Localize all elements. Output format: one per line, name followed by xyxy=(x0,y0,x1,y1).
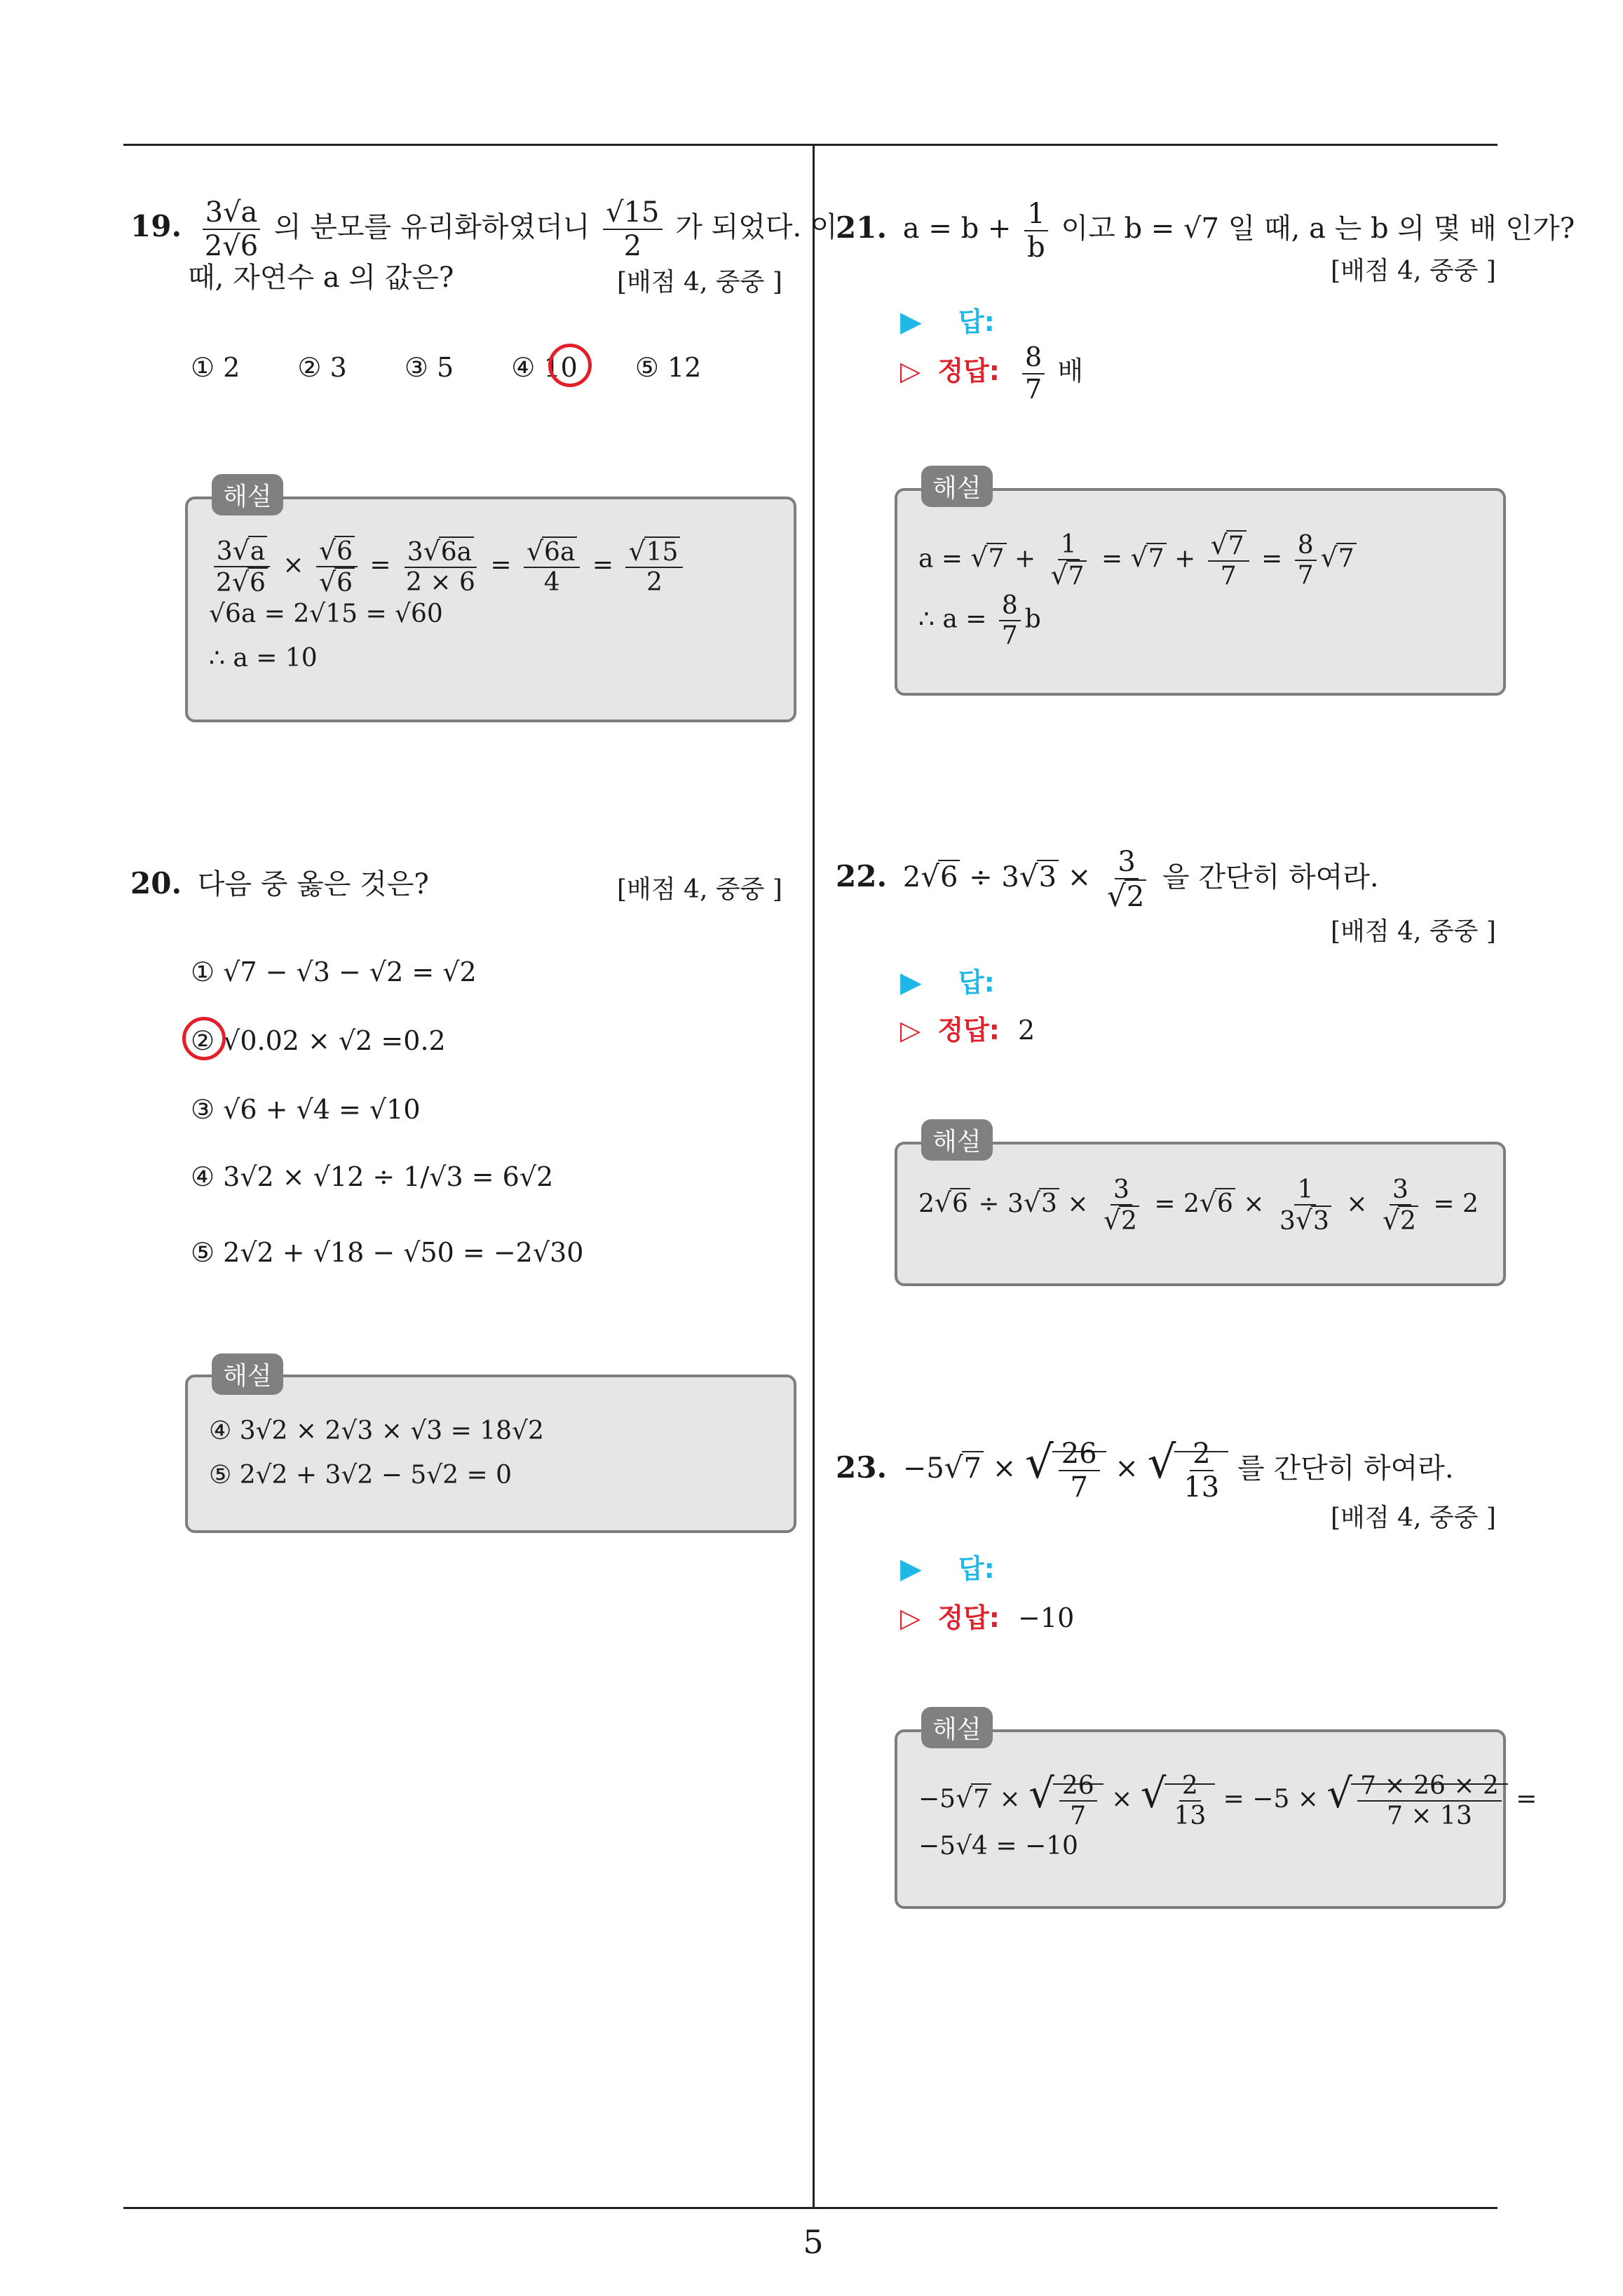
triangle-filled-icon: ▶ xyxy=(900,966,922,999)
choice-4[interactable]: ④ 10 xyxy=(511,352,578,383)
score-meta: [배점 4, 중중 ] xyxy=(1331,1504,1496,1532)
choice-3[interactable]: ③ √6 + √4 = √10 xyxy=(191,1094,421,1125)
solution-line-1: ④ 3√2 × 2√3 × √3 = 18√2 xyxy=(209,1417,544,1445)
solution-line-1: −5√7 × √ $\frac{26}{7}$ × √ $\frac{2}{13}$ = −5 × √ $\frac{7 \times 26 \times 2}{7 \times 13}$ = xyxy=(918,1770,1537,1830)
selected-answer-circle xyxy=(548,344,592,387)
answer-line xyxy=(900,1547,995,1586)
answer-line xyxy=(900,961,995,999)
solution-body xyxy=(209,536,687,674)
question-text: 을 간단히 하여라. xyxy=(1162,861,1379,894)
solution-tag: 해설 xyxy=(921,1119,993,1161)
question-number: 23. xyxy=(836,1450,888,1485)
question-19-line2: 때, 자연수 a 의 값은? xyxy=(188,262,454,294)
question-text-cont: 가 되었다. 이 xyxy=(675,211,838,243)
solution-line-1: 2√6 ÷ 3√3 × $\frac{3}{√2}$ = 2√6 × $\frac{1}{3√3}$ × $\frac{3}{√2}$ = 2 xyxy=(918,1175,1479,1236)
choice-5[interactable]: ⑤ 2√2 + √18 − √50 = −2√30 xyxy=(191,1237,584,1268)
solution-line-2: −5√4 = −10 xyxy=(918,1832,1078,1861)
correct-label: 정답: xyxy=(937,356,1000,387)
question-text-cont: 이고 b = √7 일 때, a 는 b 의 몇 배 인가? xyxy=(1061,212,1575,245)
question-23 xyxy=(836,1438,1454,1504)
question-19 xyxy=(130,196,838,262)
fraction-1-over-b: $\frac{1}{b}$ xyxy=(1024,198,1048,264)
choice-5[interactable]: ⑤ 12 xyxy=(634,352,702,383)
answer-label: 답: xyxy=(958,306,995,337)
bottom-rule xyxy=(123,2207,1498,2209)
page-number: 5 xyxy=(803,2223,824,2261)
choice-2[interactable]: ② 3 xyxy=(297,352,347,383)
question-expression: −5√7 × √ $\frac{26}{7}$ × √ $\frac{2}{13}$ xyxy=(903,1452,1228,1485)
solution-body xyxy=(918,1175,1479,1236)
solution-tag: 해설 xyxy=(212,1353,283,1395)
choice-3[interactable]: ③ 5 xyxy=(404,352,454,383)
correct-label: 정답: xyxy=(937,1602,1000,1633)
choice-4[interactable]: ④ 3√2 × √12 ÷ 1/√3 = 6√2 xyxy=(191,1161,554,1192)
triangle-filled-icon: ▶ xyxy=(900,306,922,338)
correct-value: 2 xyxy=(1018,1015,1035,1046)
correct-answer-line xyxy=(900,1008,1035,1047)
triangle-outline-icon: ▷ xyxy=(900,1015,921,1046)
question-text: 다음 중 옳은 것은? xyxy=(197,868,429,900)
solution-line-2: ∴ a = $\frac{8}{7}$ b xyxy=(918,590,1041,651)
triangle-outline-icon: ▷ xyxy=(900,356,921,387)
question-text: 의 분모를 유리화하였더니 xyxy=(273,211,590,243)
choice-2[interactable]: ② √0.02 × √2 =0.2 xyxy=(191,1025,446,1056)
solution-line-1: a = √7 + $\frac{1}{√7}$ = √7 + $\frac{√7}{7}$ = $\frac{8}{7}$ √7 xyxy=(918,530,1357,591)
solution-line-2: ⑤ 2√2 + 3√2 − 5√2 = 0 xyxy=(209,1461,512,1490)
score-meta: [배점 4, 중중 ] xyxy=(1331,917,1496,946)
solution-tag: 해설 xyxy=(212,474,283,515)
selected-answer-circle xyxy=(182,1017,226,1060)
score-meta: [배점 4, 중중 ] xyxy=(617,875,782,904)
question-number: 22. xyxy=(836,859,888,894)
correct-answer-line xyxy=(900,1596,1074,1635)
question-number: 21. xyxy=(836,210,888,245)
solution-tag: 해설 xyxy=(921,1707,993,1748)
correct-answer-line xyxy=(900,342,1083,405)
fraction-sqrt15-over-2: $\frac{√15}{2}$ xyxy=(603,196,662,262)
column-divider xyxy=(813,144,815,2207)
question-number: 19. xyxy=(130,209,182,243)
solution-tag: 해설 xyxy=(921,466,993,507)
solution-line-1: $\frac{3√a}{2√6}$ × $\frac{√6}{√6}$ = $\frac{3√6a}{2 \times 6}$ = $\frac{√6a}{4}$ = $\frac{√15}{2}$ xyxy=(209,536,687,598)
solution-body xyxy=(918,530,1357,651)
correct-value: −10 xyxy=(1018,1602,1075,1633)
correct-value: $\frac{8}{7}$ 배 xyxy=(1018,356,1083,386)
answer-line xyxy=(900,300,995,339)
choice-list xyxy=(191,352,750,383)
solution-line-2: √6a = 2√15 = √60 xyxy=(209,599,443,628)
correct-label: 정답: xyxy=(937,1015,1000,1046)
triangle-filled-icon: ▶ xyxy=(900,1553,922,1585)
question-number: 20. xyxy=(130,866,182,900)
question-expression: 2√6 ÷ 3√3 × $\frac{3}{√2}$ xyxy=(903,861,1153,893)
top-rule xyxy=(123,144,1498,146)
solution-body xyxy=(918,1769,1537,1862)
question-text: 를 간단히 하여라. xyxy=(1237,1452,1454,1485)
solution-body xyxy=(209,1415,544,1491)
answer-label: 답: xyxy=(958,967,995,998)
choice-1[interactable]: ① 2 xyxy=(191,352,240,383)
score-meta: [배점 4, 중중 ] xyxy=(1331,257,1496,285)
triangle-outline-icon: ▷ xyxy=(900,1602,921,1633)
choice-1[interactable]: ① √7 − √3 − √2 = √2 xyxy=(191,957,477,987)
question-20 xyxy=(130,864,429,904)
answer-label: 답: xyxy=(958,1553,995,1584)
score-meta: [배점 4, 중중 ] xyxy=(617,268,782,297)
question-text: a = b + xyxy=(902,212,1012,245)
solution-line-3: ∴ a = 10 xyxy=(209,643,318,673)
fraction-3sqrta-over-2sqrt6: $\frac{3√a}{2√6}$ xyxy=(202,196,261,262)
question-22 xyxy=(836,846,1379,913)
